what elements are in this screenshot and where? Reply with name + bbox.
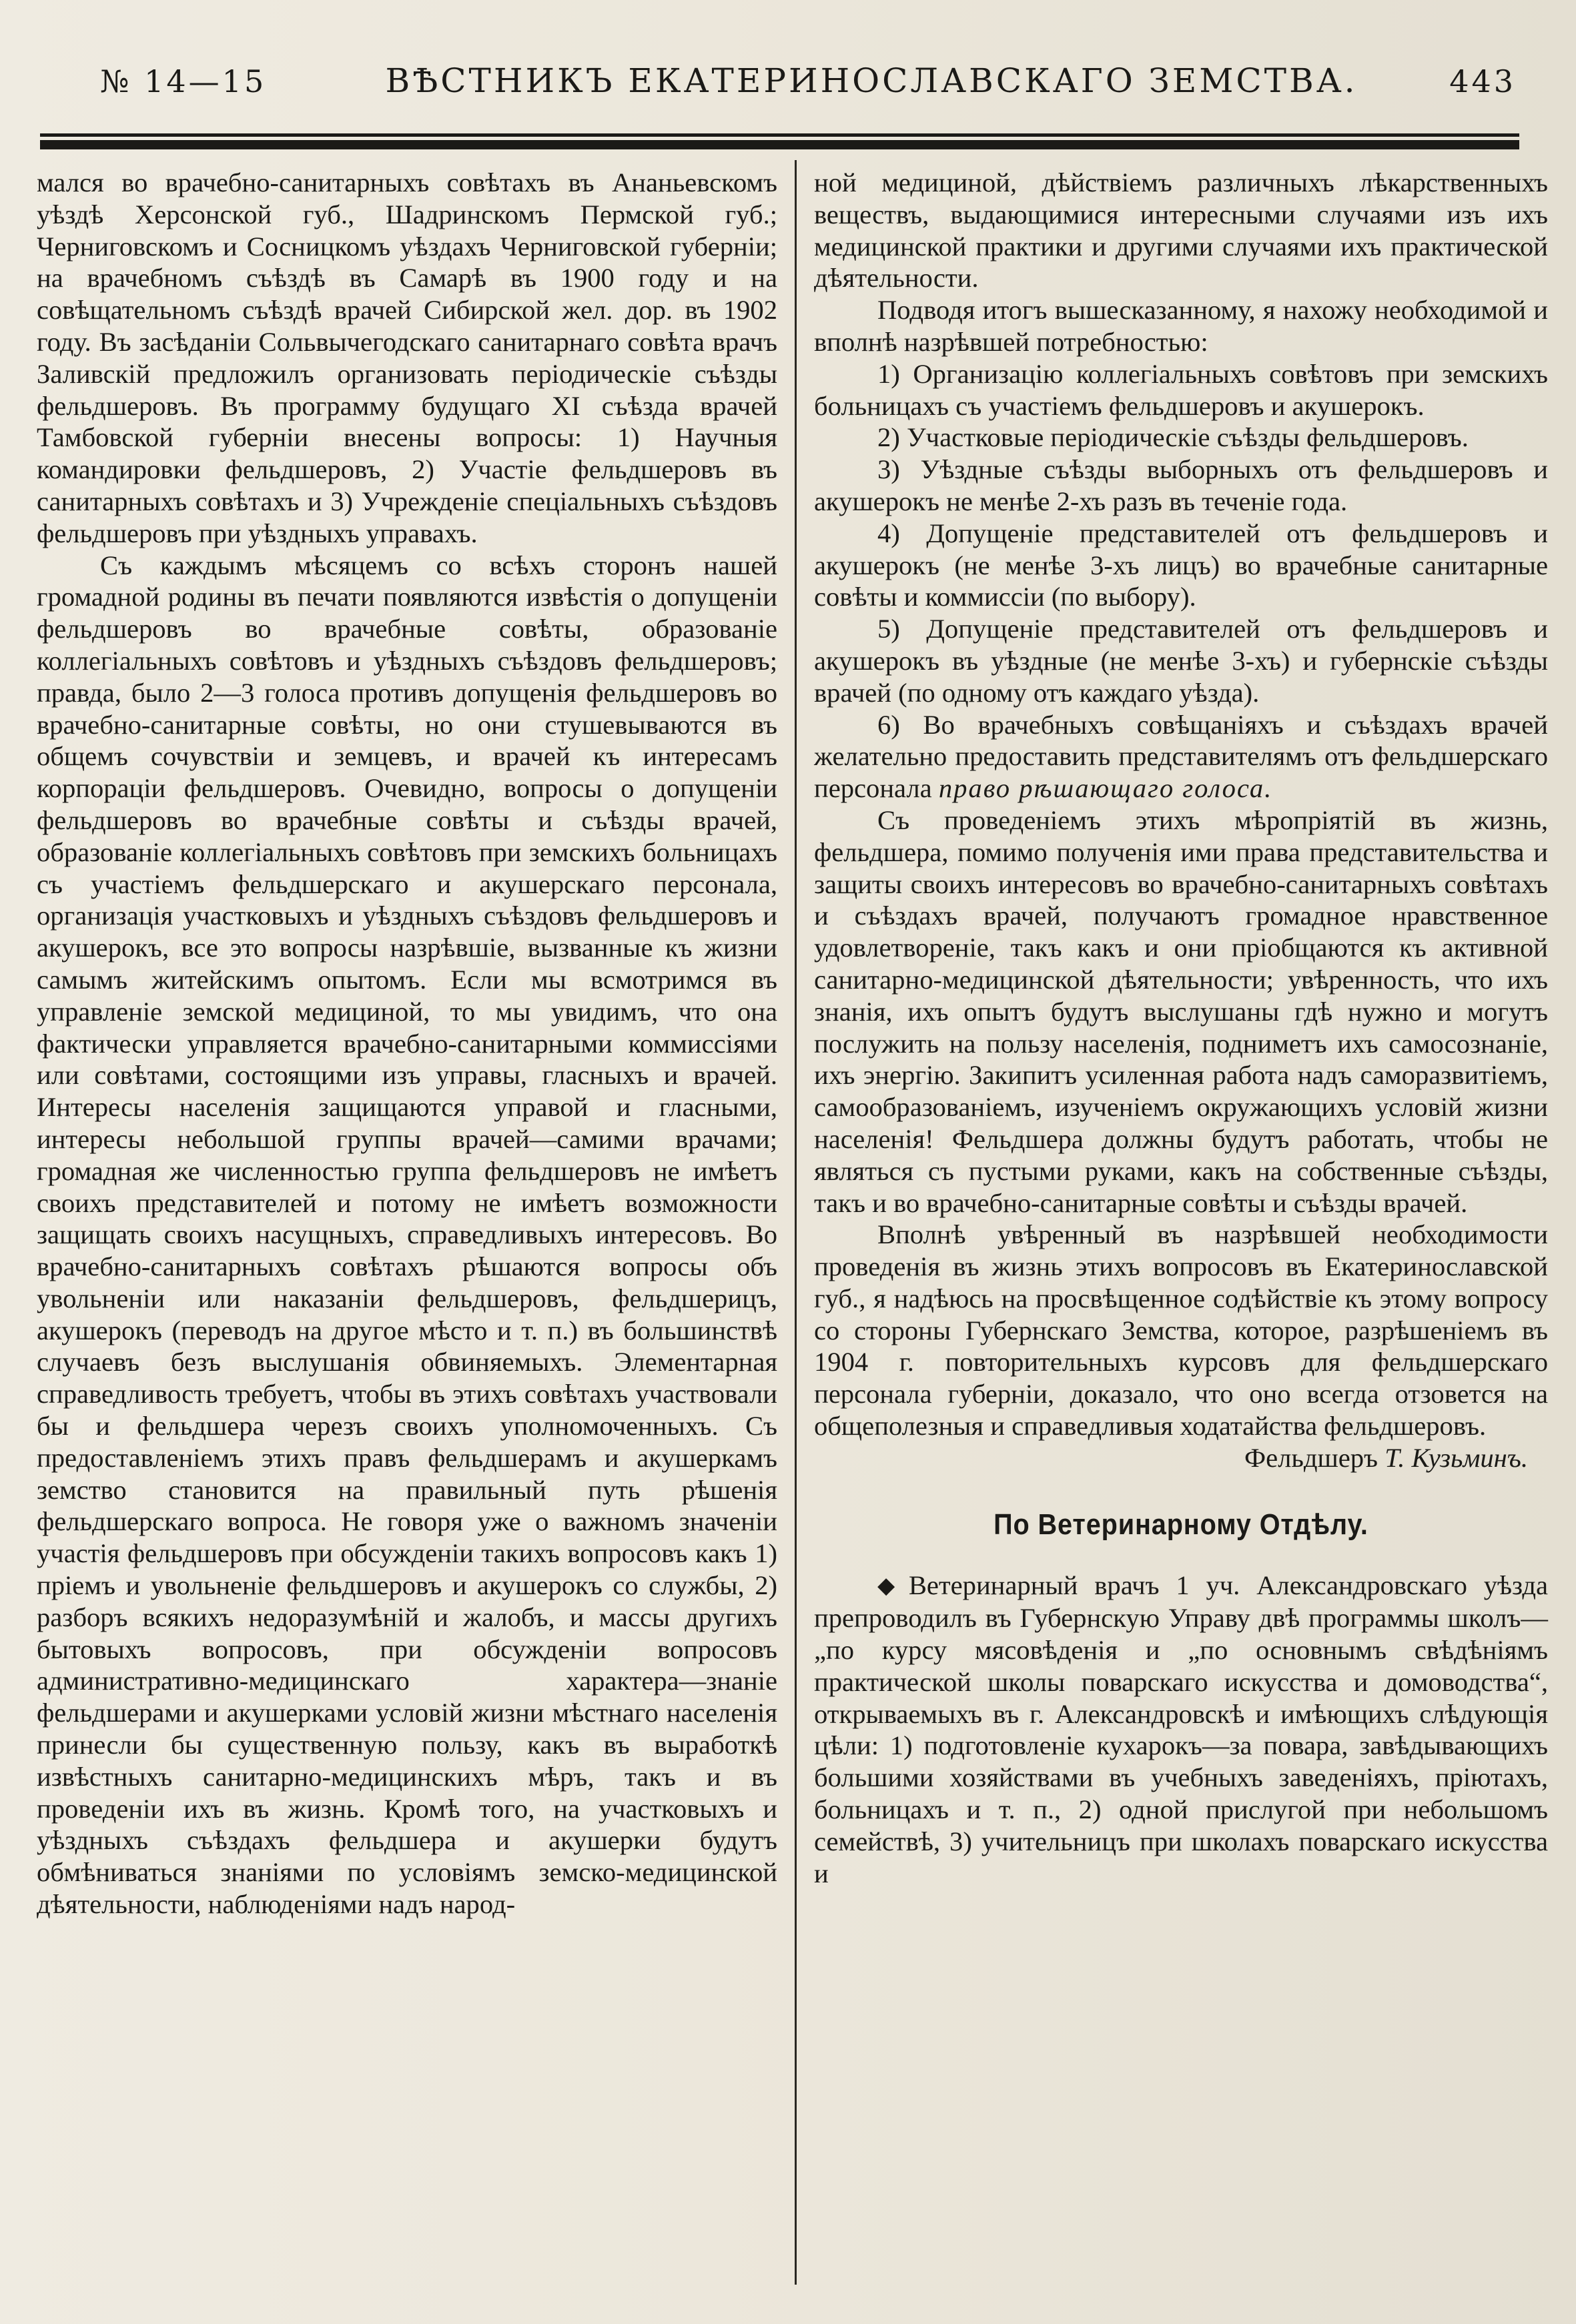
list-item: 3) Уѣздные съѣзды выборныхъ отъ фельдшеровъ и акушерокъ не менѣе 2-хъ разъ въ теченіе года.	[814, 454, 1548, 516]
item-6-italic: право рѣшающаго голоса.	[938, 773, 1273, 804]
header-rule-thick	[40, 140, 1519, 149]
right-paragraph-4: Вполнѣ увѣренный въ назрѣвшей необходимости проведенія въ жизнь этихъ вопросовъ въ Екатеринославской губ., я надѣюсь на просвѣщенное содѣйствіе къ этому вопросу со стороны Губернскаго Земства, которое, разрѣшеніемъ въ 1904 г. повторительныхъ курсовъ для фельдшерскаго персонала губерніи, доказало, что оно всегда отзовется на общеполезныя и справедливыя ходатайства фельдшеровъ.	[814, 1219, 1548, 1441]
list-item-6	[814, 709, 1548, 804]
right-paragraph-2: Подводя итогъ вышесказанному, я нахожу необходимой и вполнѣ назрѣвшей потребностью:	[814, 295, 1548, 357]
right-paragraph-5	[814, 1570, 1548, 1889]
left-column	[37, 167, 777, 1920]
signature	[814, 1442, 1548, 1474]
left-paragraph-2: Съ каждымъ мѣсяцемъ со всѣхъ сторонъ нашей громадной родины въ печати появляются извѣстія о допущеніи фельдшеровъ во врачебные совѣты, образованіе коллегіальныхъ совѣтовъ и уѣздныхъ съѣздовъ фельдшеровъ; правда, было 2—3 голоса противъ допущенія фельдшеровъ во врачебно-санитарные совѣты, но они стушевываются въ общемъ сочувствіи и земцевъ, и врачей къ интересамъ корпораціи фельдшеровъ. Очевидно, вопросы о допущеніи фельдшеровъ во врачебные совѣты и съѣзды врачей, образованіе коллегіальныхъ совѣтовъ при земскихъ больницахъ съ участіемъ фельдшерскаго и акушерскаго персонала, организація участковыхъ и уѣздныхъ съѣздовъ фельдшеровъ и акушерокъ, все это вопросы назрѣвшіе, вызванные къ жизни самымъ житейскимъ опытомъ. Если мы всмотримся въ управленіе земской медициной, то мы увидимъ, что она фактически управляется врачебно-санитарными коммиссіями или совѣтами, состоящими изъ управы, гласныхъ и врачей. Интересы населенія защищаются управой и гласными, интересы небольшой группы врачей—самими врачами; громадная же численностью группа фельдшеровъ не имѣетъ своихъ представителей и потому не имѣетъ возможности защищать своихъ насущныхъ, справедливыхъ интересовъ. Во врачебно-санитарныхъ совѣтахъ рѣшаются вопросы объ увольненіи или наказаніи фельдшеровъ, фельдшерицъ, акушерокъ (переводъ на другое мѣсто и т. п.) въ большинствѣ случаевъ безъ выслушанія обвиняемыхъ. Элементарная справедливость требуетъ, чтобы въ этихъ совѣтахъ участвовали бы и фельдшера черезъ своихъ уполномоченныхъ. Съ предоставленіемъ этихъ правъ фельдшерамъ и акушеркамъ земство становится на правильный путь рѣшенія фельдшерскаго вопроса. Не говоря уже о важномъ значеніи участія фельдшеровъ при обсужденіи такихъ вопросовъ какъ 1) пріемъ и увольненіе фельдшеровъ и акушерокъ со службы, 2) разборъ всякихъ недоразумѣній и жалобъ, и массы другихъ бытовыхъ вопросовъ, при обсужденіи вопросовъ административно-медицинскаго характера—знаніе фельдшерами и акушерками условій жизни мѣстнаго населенія принесли бы существенную пользу, какъ въ выработкѣ извѣстныхъ санитарно-медицинскихъ мѣръ, такъ и въ проведеніи ихъ въ жизнь. Кромѣ того, на участковыхъ и уѣздныхъ съѣздахъ фельдшера и акушерки будутъ обмѣниваться знаніями по условіямъ земско-медицинской дѣятельности, наблюденіями надъ народ-	[37, 550, 777, 1920]
header-rule-thin	[40, 133, 1519, 137]
masthead	[100, 61, 1516, 115]
signature-prefix: Фельдшеръ	[1244, 1442, 1378, 1473]
issue-number: № 14—15	[100, 63, 267, 99]
section-title: По Ветеринарному Отдѣлу.	[994, 1508, 1368, 1541]
column-divider	[795, 160, 797, 2285]
list-item: 1) Организацію коллегіальныхъ совѣтовъ при земскихъ больницахъ съ участіемъ фельдшеровъ и акушерокъ.	[814, 358, 1548, 421]
journal-title: ВѢСТНИКЪ ЕКАТЕРИНОСЛАВСКАГО ЗЕМСТВА.	[385, 61, 1358, 100]
list-item: 5) Допущеніе представителей отъ фельдшеровъ и акушерокъ въ уѣздные (не менѣе 3-хъ) и губернскіе съѣзды врачей (по одному отъ каждаго уѣзда).	[814, 614, 1548, 708]
diamond-bullet-icon: ◆	[877, 1574, 905, 1599]
list-item: 2) Участковые періодическіе съѣзды фельдшеровъ.	[877, 422, 1469, 453]
item-6-text: 6) Во врачебныхъ совѣщаніяхъ и съѣздахъ врачей желательно предоставить представителямъ отъ фельдшерскаго персонала	[814, 709, 1548, 804]
right-column	[814, 167, 1548, 1889]
list-item: 4) Допущеніе представителей отъ фельдшеровъ и акушерокъ (не менѣе 3-хъ лицъ) во врачебные санитарные совѣты и коммиссіи (по выбору).	[814, 518, 1548, 612]
left-paragraph-1: мался во врачебно-санитарныхъ совѣтахъ въ Ананьевскомъ уѣздѣ Херсонской губ., Шадринскомъ Пермской губ.; Черниговскомъ и Сосницкомъ уѣздахъ Черниговской губерніи; на врачебномъ съѣздѣ въ Самарѣ въ 1900 году и на совѣщательномъ съѣздѣ врачей Сибирской жел. дор. въ 1902 году. Въ засѣданіи Сольвычегодскаго санитарнаго совѣта врачъ Заливскій предложилъ организовать періодическіе съѣзды фельдшеровъ. Въ программу будущаго XI съѣзда врачей Тамбовской губерніи внесены вопросы: 1) Научныя командировки фельдшеровъ, 2) Участіе фельдшеровъ въ санитарныхъ совѣтахъ и 3) Учрежденіе спеціальныхъ съѣздовъ фельдшеровъ при уѣздныхъ управахъ.	[37, 167, 777, 548]
right-paragraph-1: ной медициной, дѣйствіемъ различныхъ лѣкарственныхъ веществъ, выдающимися интересными случаями изъ ихъ медицинской практики и другими случаями ихъ практической дѣятельности.	[814, 167, 1548, 294]
right-paragraph-3: Съ проведеніемъ этихъ мѣропріятій въ жизнь, фельдшера, помимо полученія ими права представительства и защиты своихъ интересовъ во врачебно-санитарныхъ совѣтахъ и съѣздахъ врачей, получаютъ громадное нравственное удовлетвореніе, такъ какъ и они пріобщаются къ активной санитарно-медицинской дѣятельности; увѣренность, что ихъ знанія, ихъ опытъ будутъ выслушаны гдѣ нужно и могутъ послужить на пользу населенія, подниметъ ихъ самосознаніе, ихъ энергію. Закипитъ усиленная работа надъ саморазвитіемъ, самообразованіемъ, изученіемъ окружающихъ условій жизни населенія! Фельдшера должны будутъ работать, чтобы не являться съ пустыми руками, какъ на собственные съѣзды, такъ и во врачебно-санитарные совѣты и съѣзды врачей.	[814, 804, 1548, 1218]
veterinary-text: Ветеринарный врачъ 1 уч. Александровскаго уѣзда препроводилъ въ Губернскую Управу двѣ программы школъ—„по курсу мясовѣденія и „по основнымъ свѣдѣніямъ практической школы поварскаго искусства и домоводства“, открываемыхъ въ г. Александровскѣ и имѣющихъ слѣдующія цѣли: 1) подготовленіе кухарокъ—за повара, завѣдывающихъ большими хозяйствами въ учебныхъ заведеніяхъ, пріютахъ, больницахъ и т. п., 2) одной прислугой при небольшомъ семействѣ, 3) учительницъ при школахъ поварскаго искусства и	[814, 1570, 1548, 1888]
page-number: 443	[1449, 63, 1516, 99]
signature-name: Т. Кузьминъ.	[1385, 1442, 1528, 1473]
